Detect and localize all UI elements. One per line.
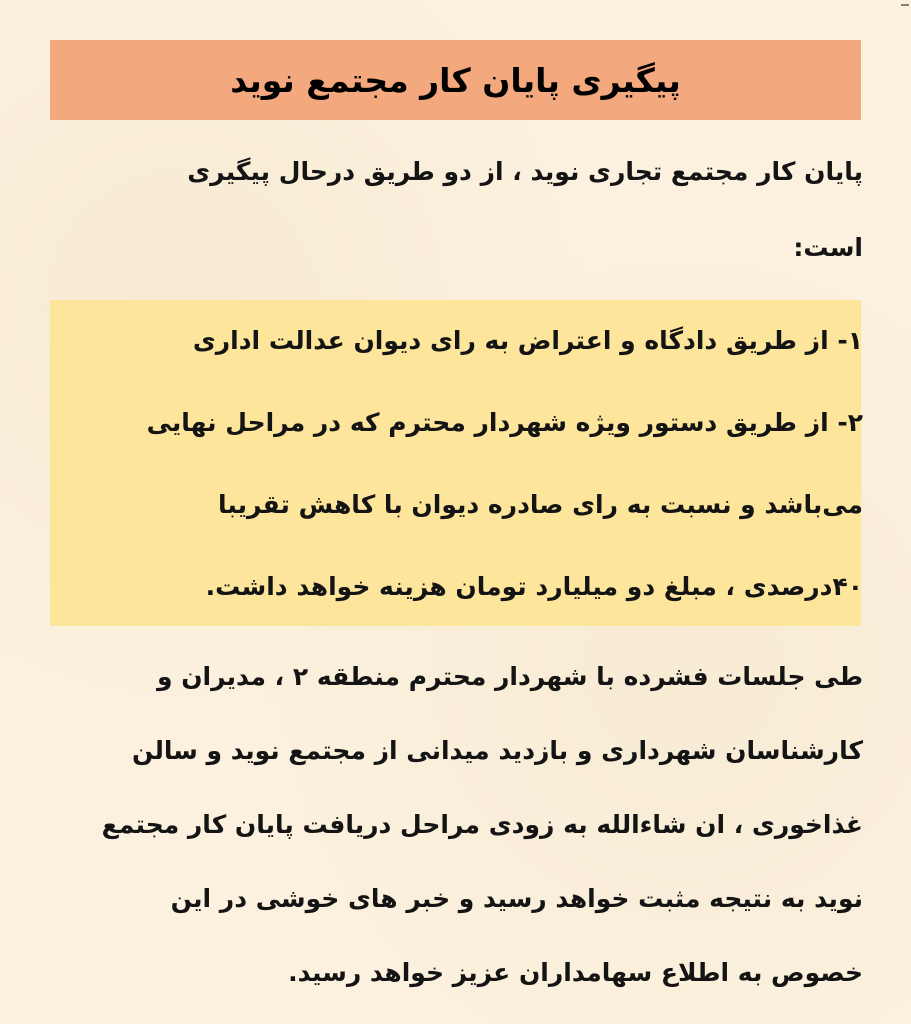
list-item-continuation: می‌باشد و نسبت به رای صادره دیوان با کاهش تقریبا <box>218 490 863 519</box>
intro-paragraph <box>73 134 863 286</box>
closing-line: نوید به نتیجه مثبت خواهد رسید و خبر های خوشی در این <box>170 884 863 913</box>
intro-line: است: <box>793 233 863 262</box>
methods-list <box>73 300 863 628</box>
closing-line: غذاخوری ، ان شاءالله به زودی مراحل دریافت پایان کار مجتمع <box>101 810 863 839</box>
list-item: ۲- از طریق دستور ویژه شهردار محترم که در مراحل نهایی <box>146 408 863 437</box>
intro-line: پایان کار مجتمع تجاری نوید ، از دو طریق درحال پیگیری <box>187 157 863 186</box>
closing-line: کارشناسان شهرداری و بازدید میدانی از مجتمع نوید و سالن <box>131 736 863 765</box>
closing-line: خصوص به اطلاع سهامداران عزیز خواهد رسید. <box>288 958 863 987</box>
list-item-continuation: ۴۰درصدی ، مبلغ دو میلیارد تومان هزینه خواهد داشت. <box>205 572 863 601</box>
closing-paragraph <box>73 640 863 1010</box>
page-title: پیگیری پایان کار مجتمع نوید <box>230 60 681 100</box>
title-bar <box>50 40 861 120</box>
closing-line: طی جلسات فشرده با شهردار محترم منطقه ۲ ، مدیران و <box>156 662 863 691</box>
corner-mark <box>901 0 909 6</box>
list-item: ۱- از طریق دادگاه و اعتراض به رای دیوان عدالت اداری <box>192 326 863 355</box>
